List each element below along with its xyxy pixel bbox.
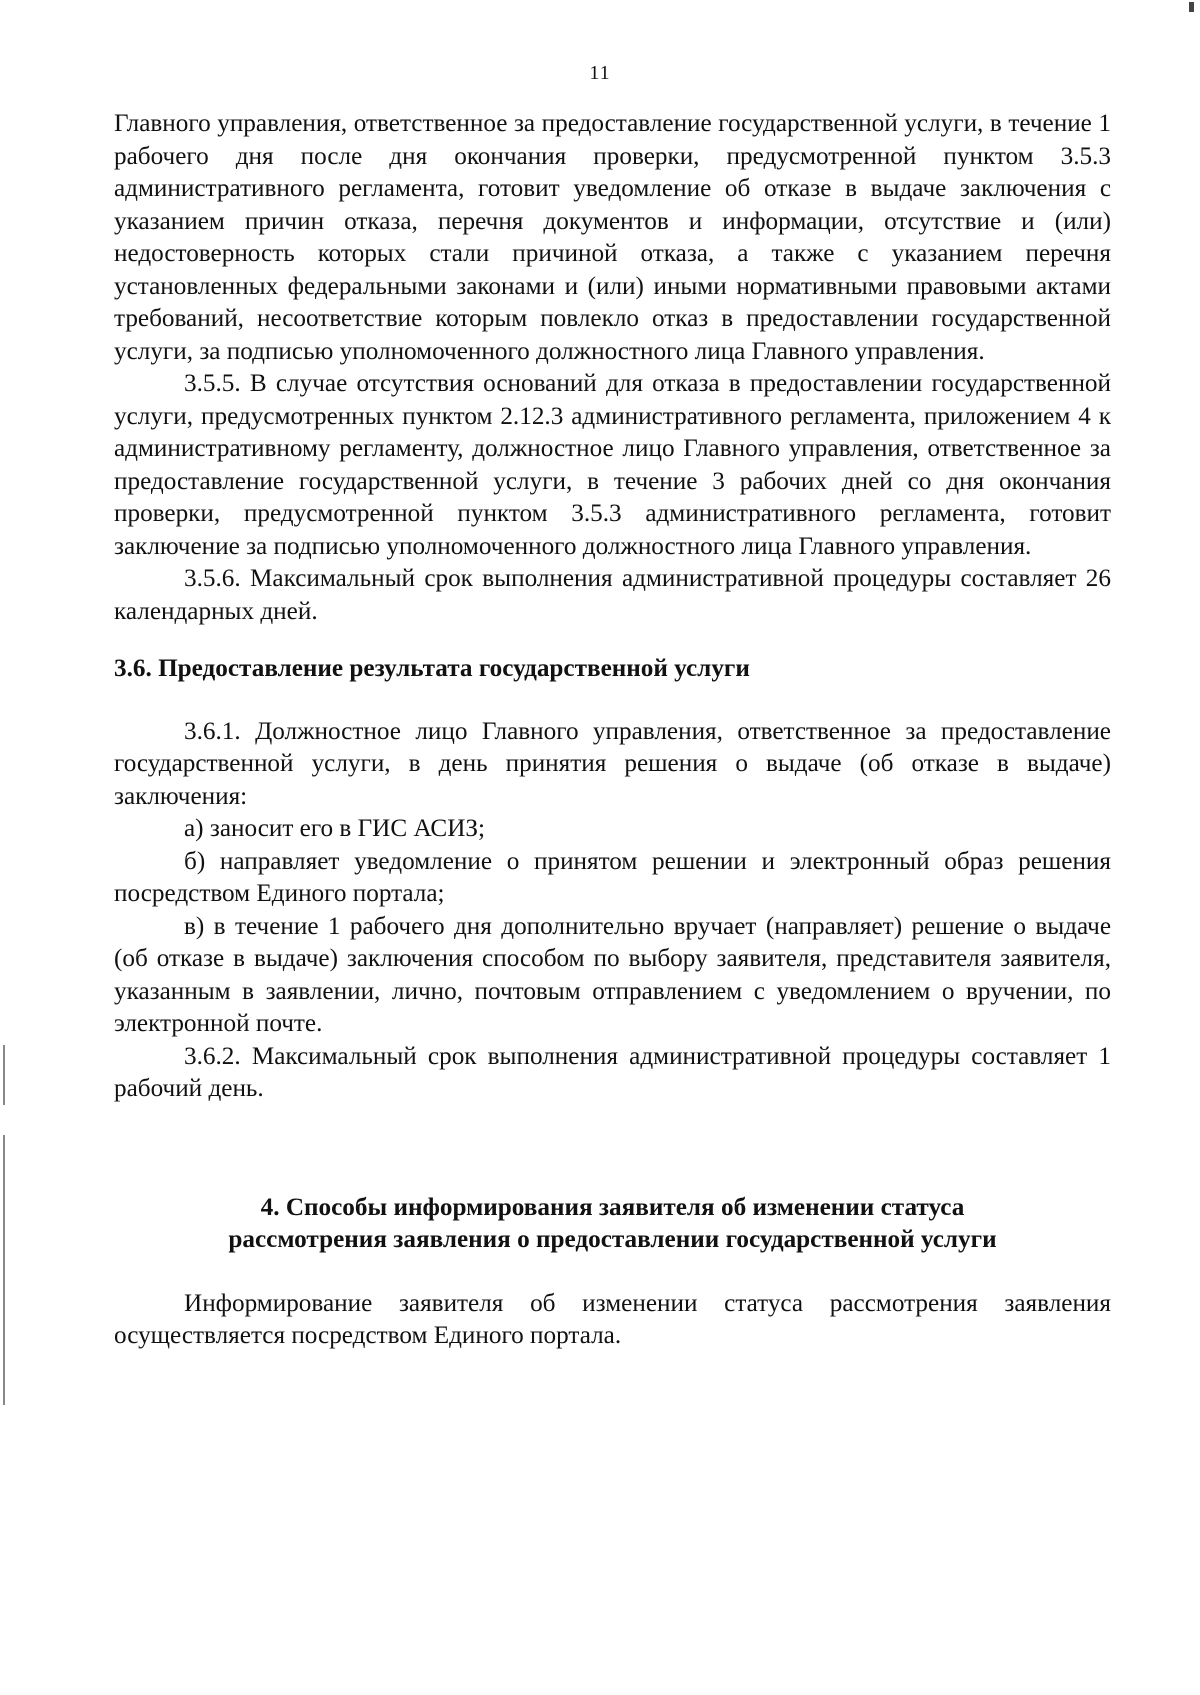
- section-heading-4: [114, 1192, 1111, 1257]
- paragraph-section-4: Информирование заявителя об изменении статуса рассмотрения заявления осуществляется посредством Единого портала.: [114, 1289, 1111, 1349]
- paragraph-3-5-6: 3.5.6. Максимальный срок выполнения административной процедуры составляет 26 календарных дней.: [114, 565, 1111, 625]
- section-heading-4-line-2: рассмотрения заявления о предоставлении государственной услуги: [228, 1226, 997, 1253]
- section-heading-3-6: 3.6. Предоставление результата государственной услуги: [114, 655, 750, 682]
- scan-artifact-mark: [1189, 2, 1194, 12]
- paragraph-3-6-2: 3.6.2. Максимальный срок выполнения административной процедуры составляет 1 рабочий день.: [114, 1042, 1111, 1102]
- page-number: 11: [589, 62, 611, 84]
- scan-edge-artifact: [3, 1045, 5, 1105]
- paragraph-continuation: Главного управления, ответственное за предоставление государственной услуги, в течение 1 рабочего дня после дня окончания проверки, предусмотренной пунктом 3.5.3 административного регламента, готовит уведомление об отказе в выдаче заключения с указанием причин отказа, перечня документов и информации, отсутствие и (или) недостоверность которых стали причиной отказа, а также с указанием перечня установленных федеральными законами и (или) иными нормативными правовыми актами требований, несоответствие которым повлекло отказ в предоставлении государственной услуги, за подписью уполномоченного должностного лица Главного управления.: [114, 110, 1111, 365]
- list-item-v: в) в течение 1 рабочего дня дополнительно вручает (направляет) решение о выдаче (об отказе в выдаче) заключения способом по выбору заявителя, представителя заявителя, указанным в заявлении, лично, почтовым отправлением с уведомлением о вручении, по электронной почте.: [114, 912, 1111, 1037]
- list-item-b: б) направляет уведомление о принятом решении и электронный образ решения посредством Единого портала;: [114, 847, 1111, 907]
- scan-edge-artifact: [3, 1135, 5, 1405]
- list-item-a: а) заносит его в ГИС АСИЗ;: [184, 815, 486, 842]
- document-body: [114, 108, 1111, 1353]
- section-heading-4-line-1: 4. Способы информирования заявителя об изменении статуса: [260, 1193, 965, 1221]
- paragraph-3-6-1: 3.6.1. Должностное лицо Главного управления, ответственное за предоставление государственной услуги, в день принятия решения о выдаче (об отказе в выдаче) заключения:: [114, 717, 1111, 810]
- paragraph-3-5-5: 3.5.5. В случае отсутствия оснований для отказа в предоставлении государственной услуги, предусмотренных пунктом 2.12.3 административного регламента, приложением 4 к административному регламенту, должностное лицо Главного управления, ответственное за предоставление государственной услуги, в течение 3 рабочих дней со дня окончания проверки, предусмотренной пунктом 3.5.3 административного регламента, готовит заключение за подписью уполномоченного должностного лица Главного управления.: [114, 370, 1111, 560]
